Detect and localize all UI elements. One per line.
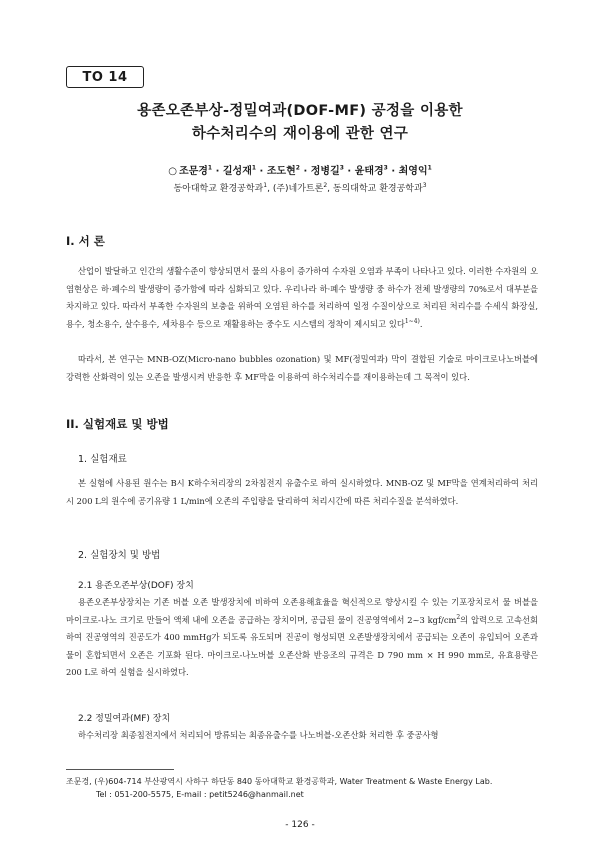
presenter-marker: ○ (168, 166, 177, 177)
author: 정병길 (310, 166, 340, 177)
author: 윤태경 (354, 166, 384, 177)
mf-paragraph: 하수처리장 최종침전지에서 처리되어 방류되는 최종유출수를 나노버블-오존산화 처리한 후 중공사형 (78, 730, 439, 740)
section-heading-methods: II. 실험재료 및 방법 (66, 417, 169, 431)
page-number: - 126 - (285, 820, 315, 830)
paper-title-line-2: 하수처리수의 재이용에 관한 연구 (191, 126, 409, 142)
author-list: ○ 조문경$^1$ · 길성재$^1$ · 조도현$^2$ · 정병길$^3$ · 윤태경$^3$ · 최영익$^1$ (168, 164, 432, 177)
author: 조문경 (178, 166, 208, 177)
footnote-contact: Tel : 051-200-5575, E-mail : petit5246@hanmail.net (96, 790, 304, 799)
materials-paragraph: 본 실험에 사용된 원수는 B시 K하수처리장의 2차침전지 유출수로 하여 실시하였다. MNB-OZ 및 MF막을 연계처리하여 처리시 200 L의 원수에 공기유량 1 L/min에 오존의 주입량을 달리하여 처리시간에 따른 처리수질을 분석하였다. (66, 478, 538, 506)
affiliations: 동아대학교 환경공학과$^1$, (주)네가트론$^2$, 동의대학교 환경공학과$^3$ (173, 182, 427, 194)
author: 최영익 (398, 166, 428, 177)
footnote-divider (66, 769, 174, 770)
author: 조도현 (266, 166, 296, 177)
footnote-address: 조문경, (우)604-714 부산광역시 사하구 하단동 840 동아대학교 환경공학과, Water Treatment & Waste Energy Lab. (66, 777, 493, 786)
intro-paragraph-1: 산업이 발달하고 인간의 생활수준이 향상되면서 물의 사용이 증가하여 수자원 오염과 부족이 나타나고 있다. 이러한 수자원의 오염현상은 하·폐수의 발생량이 증가함에 따라 심화되고 있다. 우리나라 하·폐수 발생량 중 하수가 전체 발생량의 70%로서 대부분을 차지하고 있다. 따라서 부족한 수자원의 보충을 위하여 오염된 하수를 처리하여 일정 수질이상으로 처리된 처리수를 수세식 화장실, 용수, 청소용수, 살수용수, 세차용수 등으로 재활용하는 중수도 시스템의 정착이 제시되고 있다$^{1\sim 4)}$. (66, 266, 538, 329)
affiliation: 동의대학교 환경공학과 (332, 184, 423, 194)
subsection-heading-materials: 1. 실험재료 (78, 454, 127, 465)
affiliation: (주)네가트론 (272, 184, 324, 194)
subsection-heading-mf: 2.2 정밀여과(MF) 장치 (78, 714, 171, 724)
subsection-heading-dof: 2.1 용존오존부상(DOF) 장치 (78, 581, 194, 591)
dof-paragraph: 용존오존부상장치는 기존 버블 오존 발생장치에 비하여 오존용해효율을 혁신적으로 향상시킬 수 있는 기포장치로서 물 버블을 마이크로-나노 크기로 만들어 액체 내에 오존을 공급하는 장치이며, 공급된 물이 진공영역에서 2~3 kgf/$cm^2$의 압력으로 고속선회하여 진공영역의 진공도가 400 mmHg가 되도록 유도되며 진공이 형성되면 오존발생장치에서 공급되는 오존이 유입되어 오존과 물이 혼합되면서 오존은 기포화 된다. 마이크로-나노버블 오존산화 반응조의 규격은 D 790 mm × H 990 mm로, 유효용량은 200 L로 하여 실험을 실시하였다. (66, 597, 538, 678)
section-heading-intro: I. 서 론 (66, 234, 105, 248)
session-badge: TO 14 (66, 66, 144, 88)
author: 길성재 (222, 166, 252, 177)
paper-title-line-1: 용존오존부상-정밀여과(DOF-MF) 공정을 이용한 (137, 103, 463, 119)
affiliation: 동아대학교 환경공학과 (173, 184, 264, 194)
intro-paragraph-2: 따라서, 본 연구는 MNB-OZ(Micro-nano bubbles ozonation) 및 MF(정밀여과) 막이 결합된 기술로 마이크로나노버블에 강력한 산화력이 있는 오존을 발생시켜 반응한 후 MF막을 이용하여 하수처리수를 재이용하는데 그 목적이 있다. (66, 354, 538, 382)
subsection-heading-apparatus: 2. 실험장치 및 방법 (78, 550, 161, 561)
